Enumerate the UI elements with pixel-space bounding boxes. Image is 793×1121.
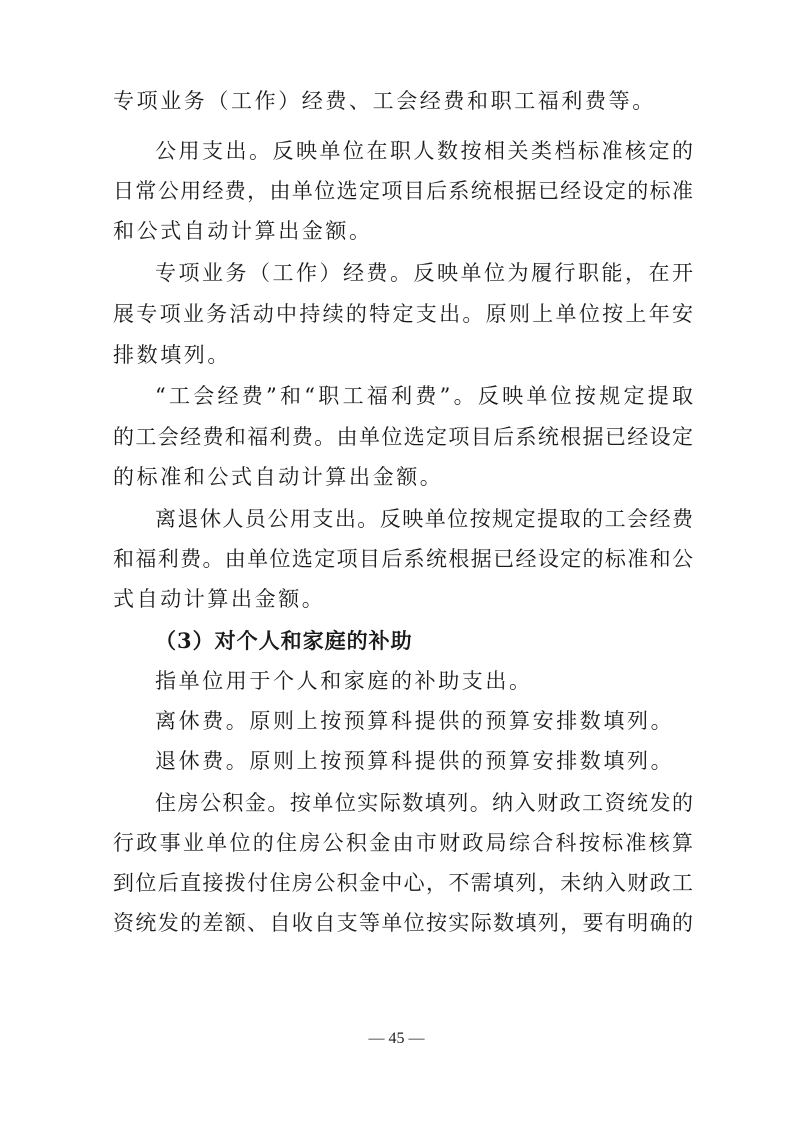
section-heading: （3）对个人和家庭的补助 <box>155 628 413 653</box>
body-line: 行政事业单位的住房公积金由市财政局综合科按标准核算 <box>113 831 693 855</box>
page-number: — 45 — <box>368 1030 425 1047</box>
body-line: 的工会经费和福利费。由单位选定项目后系统根据已经设定 <box>113 425 693 449</box>
body-line: 的标准和公式自动计算出金额。 <box>113 465 444 489</box>
body-line: 式自动计算出金额。 <box>113 587 326 611</box>
body-line: 展专项业务活动中持续的特定支出。原则上单位按上年安 <box>113 302 693 326</box>
body-line: 退休费。原则上按预算科提供的预算安排数填列。 <box>155 749 675 773</box>
body-line: 排数填列。 <box>113 343 231 367</box>
body-line: 到位后直接拨付住房公积金中心，不需填列，未纳入财政工 <box>113 871 693 895</box>
body-line: 离退休人员公用支出。反映单位按规定提取的工会经费 <box>155 507 693 531</box>
body-line: 专项业务（工作）经费。反映单位为履行职能，在开 <box>155 261 693 285</box>
body-line: 公用支出。反映单位在职人数按相关类档标准核定的 <box>155 139 693 163</box>
body-line: 资统发的差额、自收自支等单位按实际数填列，要有明确的 <box>113 911 693 935</box>
body-line: 指单位用于个人和家庭的补助支出。 <box>155 669 533 693</box>
body-line: 日常公用经费，由单位选定项目后系统根据已经设定的标准 <box>113 179 693 203</box>
body-line: 离休费。原则上按预算科提供的预算安排数填列。 <box>155 709 675 733</box>
body-line: 和公式自动计算出金额。 <box>113 219 373 243</box>
body-line: “工会经费”和“职工福利费”。反映单位按规定提取 <box>155 384 693 408</box>
body-line: 住房公积金。按单位实际数填列。纳入财政工资统发的 <box>155 791 693 815</box>
body-line: 和福利费。由单位选定项目后系统根据已经设定的标准和公 <box>113 547 693 571</box>
body-line: 专项业务（工作）经费、工会经费和职工福利费等。 <box>113 89 656 113</box>
